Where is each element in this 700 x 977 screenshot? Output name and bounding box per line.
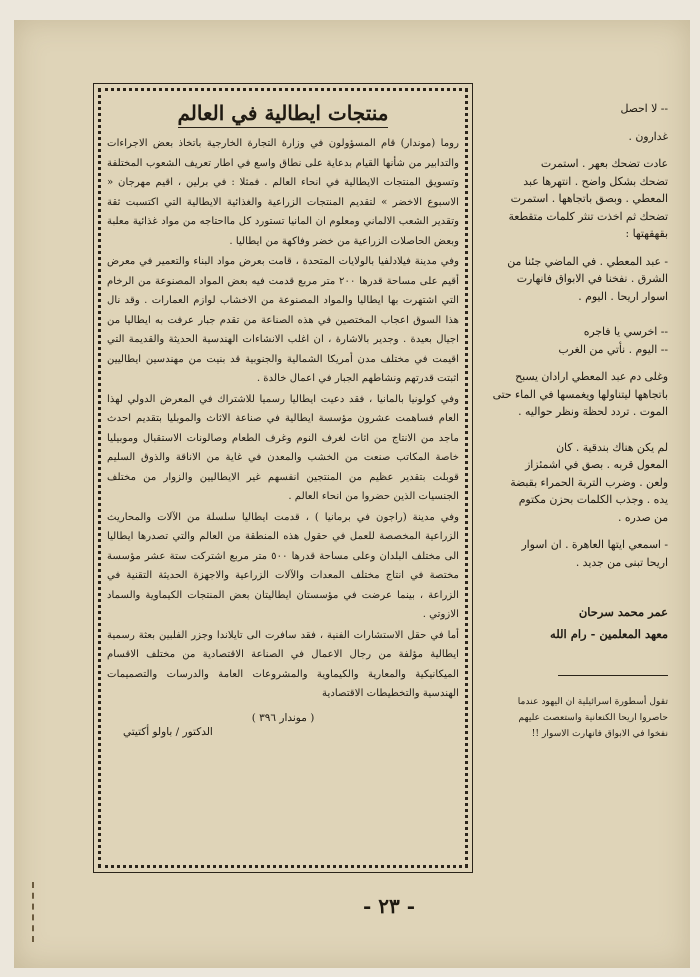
page-number: - ٢٣ - (362, 894, 415, 918)
story-line: -- اليوم . نأتي من الغرب (558, 342, 668, 356)
article-paragraph-4: وفي مدينة (راجون في برمانيا ) ، قدمت ايطاليا سلسلة من الآلات والمحاريث الزراعية المخصصة للعمل في حقول هذه المنطقة من العالم والتي تصدرها ايطاليا الى مختلف البلدان وعلى مساحة قدرها ٥٠٠ متر مربع اشتركت ستة عشر مؤسسة مختصة في انتاج مختلف المعدات والآلات الزراعية والاجهزة الحديثة التقنية في الزراعة ، بينما عرضت في مؤسستان ايطاليتان بعض المنتجات الكيماوية والسماد الازوتي . (107, 511, 460, 620)
story-line: تضحك بشكل واضح . انتهرها عبد (523, 174, 668, 188)
story-line: -- اخرسي يا فاجره (583, 325, 668, 338)
story-line: - عبد المعطي . في الماضي جئنا من (507, 254, 668, 268)
article-paragraph-5: أما في حقل الاستشارات الفنية ، فقد سافرت الى تايلاندا وجزر الفلبين بعثة رسمية ايطالية مؤلفة من رجال الاعمال في الصناعة الاقتصادية من مختلف الاقسام الميكانيكية والمعارية والكيماوية والمشروعات العامة والدرسات والتصميمات الهندسية والتخطيطات الاقتصادية (107, 629, 459, 699)
story-line: وغلى دم عبد المعطي ارادان يسبح (515, 370, 668, 383)
story-line: المعطي . وبصق باتجاهها . استمرت (510, 192, 668, 205)
signature-place: معهد المعلمين - رام الله (550, 627, 668, 641)
story-line: بقهقهتها : (625, 227, 668, 240)
title-underline (178, 127, 388, 128)
story-line: لم يكن هناك بندقية . كان (556, 440, 668, 454)
story-line: الشرق . نفخنا في الابواق فانهارت (516, 272, 668, 285)
footnote-line: حاصروا اريحا الكنعانية واستعصت عليهم (518, 712, 668, 723)
story-line: اسوار اريحا . اليوم . (578, 289, 668, 303)
article-paragraph-2: وفي مدينة فيلادلفيا بالولايات المتحدة ، قامت بعرض مواد البناء والتعمير في معرض أقيم على مساحة قدرها ٢٠٠ متر مربع قدمت فيه بعض المواد المصنوعة من الرخام التي اشتهرت بها ايطاليا والمواد المصنوعة من الاخشاب لوازم العمارات . وقد نال هذا السوق اعجاب المختصين في هذه الصناعة من تقدم جبار عرفت به ايطاليا من اجيال بعيدة . وجدير بالاشارة ، ان اغلب الانشاءات الهندسية الحديثة والقديمة التي اقيمت في مختلف مدن أمريكا الشمالية والجنوبية قد بنيت من مهندسين ايطاليين اثبتت قدرتهم ونشاطهم الجبار في اعمال خالدة . (107, 256, 459, 384)
story-column (490, 100, 668, 742)
story-line: غدارون . (628, 129, 668, 143)
magazine-page (14, 20, 690, 968)
story-line: الموت . تردد لحظة ونظر حواليه . (518, 405, 668, 418)
footnote-line: نفخوا في الابواق فانهارت الاسوار !! (531, 728, 668, 739)
story-line: اريحا تبنى من جديد . (575, 555, 668, 569)
signature-name: عمر محمد سرحان (578, 605, 668, 619)
story-line: -- لا احصل (620, 102, 668, 115)
article-paragraph-3: وفي كولونيا بالمانيا ، فقد دعيت ايطاليا رسميا للاشتراك في المعرض الدولي لهذا العام فساهمت عشرون مؤسسة ايطالية في صناعة الاثاث والموبليا بتقديم احدث ماجد من الانتاج من اثاث لغرف النوم وغرف الطعام وصالونات الاستقبال وموبيليا خاصة المكاتب صنعت من الخشب والمعدن في غاية من الاناقة والذوق السليم قوبلت بتقدير عظيم من المنتجين انفسهم غير الايطاليين والزوار من مختلف الجنسيات الذين حضروا من انحاء العالم . (107, 393, 459, 502)
story-line: باتجاهها ليتناولها ويغمسها في الماء حتى (492, 387, 668, 401)
article-author: الدكتور / باولو أكتيتي (123, 725, 213, 738)
article-title: منتجات ايطالية في العالم (177, 101, 389, 125)
story-line: تضحك ثم اخذت تنثر كلمات متقطعة (508, 209, 668, 223)
story-line: عادت تضحك بعهر . استمرت (540, 157, 668, 170)
story-line: من صدره . (617, 510, 668, 524)
story-line: يده . وجذب الكلمات بحزن مكتوم (518, 493, 668, 506)
footnote-line: تقول أسطورة اسرائيلية ان اليهود عندما (517, 696, 668, 707)
story-line: ولعن . وضرب التربة الحمراء بقبضة (510, 475, 668, 489)
article-paragraph-1: روما (موندار) قام المسؤولون في وزارة التجارة الخارجية باتخاذ بعض الاجراءات والتدابير من شأنها القيام بدعاية على نطاق واسع في اطار تعريف الشعوب المختلفة وتسويق المنتجات الايطالية في انحاء العالم . فمثلا : في برلين ، اقيم مهرجان « الاسبوع الاخضر » لتقديم المنتجات الزراعية والغذائية الايطالية التي اكتسبت ثقة وتقدير الشعب الالماني ومعلوم ان المانيا تستورد كل مااحتاجه من مواد غذائية معلبة وبعض الحاصلات الزراعية من خضر وفاكهة من ايطاليا . (107, 138, 459, 247)
story-line: - اسمعي ايتها العاهرة . ان اسوار (521, 538, 668, 551)
binding-stitches (32, 882, 48, 942)
story-line: المعول قربه . بصق في اشمئزاز (525, 458, 668, 471)
article-box (98, 88, 468, 868)
article-source: ( موندار ٣٩٦ ) (251, 711, 315, 724)
